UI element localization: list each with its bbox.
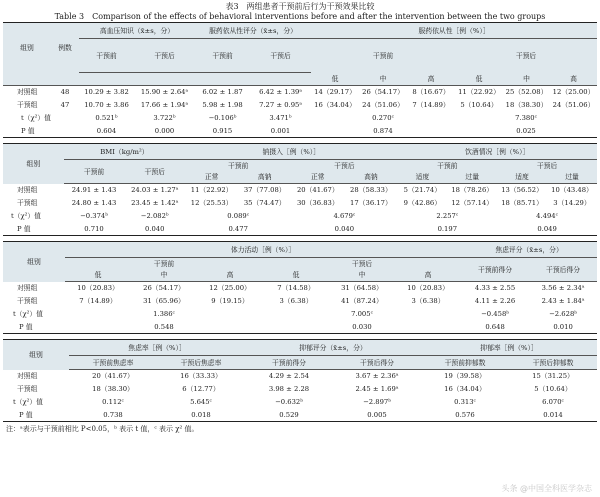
- col-header-high: 高: [197, 270, 263, 282]
- cell: 12（57.14）: [451, 199, 494, 207]
- cell: 0.010: [529, 321, 597, 334]
- stat-row: [3, 210, 597, 223]
- col-header-group: 组别: [3, 340, 69, 370]
- p-row: [3, 125, 597, 138]
- stat-row: [3, 308, 597, 321]
- col-header-anx-pre: 干预前得分: [461, 258, 529, 282]
- p-row: [3, 321, 597, 334]
- cell: 48: [60, 88, 70, 97]
- row-label: 对照组: [17, 186, 38, 194]
- table-title-cn: 表3 两组患者干预前后行为干预效果比较: [225, 2, 375, 11]
- table-row: [3, 282, 597, 295]
- table-block-3: [3, 241, 597, 334]
- row-label: t（χ²）值: [13, 310, 43, 318]
- row-label: t（χ²）值: [21, 114, 51, 122]
- cell: 3.471ᵇ: [269, 114, 292, 122]
- cell: 19（39.58）: [444, 372, 486, 381]
- col-header-high-sodium: 高钠: [238, 172, 291, 184]
- col-header-high: 高: [395, 270, 461, 282]
- cell: 4.33 ± 2.55: [474, 284, 516, 293]
- cell: 20（41.67）: [92, 372, 134, 381]
- col-header-mid: 中: [359, 73, 407, 86]
- cell: 2.45 ± 1.69ᵃ: [355, 385, 399, 393]
- cell: 18（78.26）: [451, 186, 494, 195]
- cell: 47: [60, 101, 70, 109]
- col-header-anxiety-rate: 焦虑率［例（%）］: [69, 340, 245, 356]
- cell: 11（22.92）: [190, 186, 233, 195]
- cell: 0.874: [311, 125, 455, 138]
- cell: 0.001: [250, 125, 311, 138]
- cell: 0.018: [157, 409, 245, 422]
- cell: 5（21.74）: [403, 186, 442, 195]
- table-row: [3, 184, 597, 197]
- cell: 0.548: [65, 321, 263, 334]
- cell: 3（6.38）: [279, 297, 313, 305]
- stat-row: [3, 112, 597, 125]
- col-header-low: 低: [311, 73, 359, 86]
- table-block-1: [3, 22, 597, 138]
- cell: 8（16.67）: [412, 88, 450, 97]
- cell: 2.257ᶜ: [436, 212, 459, 220]
- col-header-pre: 干预前: [185, 160, 291, 172]
- cell: 24.80 ± 1.43: [71, 199, 117, 207]
- cell: 0.313ᶜ: [454, 398, 476, 406]
- stat-row: [3, 396, 597, 409]
- col-header-moderate: 适度: [397, 172, 447, 184]
- cell: 14（29.17）: [314, 88, 356, 97]
- cell: 26（54.17）: [143, 284, 185, 293]
- cell: 9（19.15）: [211, 297, 249, 305]
- col-header-pre: 干预前: [311, 39, 455, 73]
- cell: 0.000: [134, 125, 195, 138]
- col-header-med-score: 服药依从性评分（x̄±s，分）: [195, 23, 311, 39]
- cell: 10（43.48）: [551, 186, 593, 195]
- row-label: 干预组: [17, 199, 38, 207]
- col-header-pre-score: 干预前得分: [245, 356, 333, 370]
- col-header-post: 干预后: [497, 160, 597, 172]
- table-row: [3, 197, 597, 210]
- cell: 37（77.08）: [243, 186, 286, 195]
- col-header-depression-score: 抑郁评分（x̄±s，分）: [245, 340, 421, 356]
- table-row: [3, 86, 597, 99]
- col-header-normal: 正常: [291, 172, 344, 184]
- cell: 31（65.96）: [143, 297, 185, 305]
- cell: 41（87.24）: [341, 297, 383, 305]
- cell: −0.458ᵇ: [481, 310, 509, 318]
- cell: 0.112ᶜ: [102, 398, 124, 406]
- cell: 16（34.04）: [314, 101, 356, 109]
- cell: 31（64.58）: [341, 284, 383, 293]
- row-label: t（χ²）值: [13, 398, 43, 406]
- col-header-activity: 体力活动［例（%）］: [65, 242, 461, 258]
- col-header-group: 组别: [3, 242, 65, 282]
- cell: 0.197: [397, 223, 497, 236]
- p-row: [3, 409, 597, 422]
- table-footnote: 注：ᵃ表示与干预前相比 P<0.05，ᵇ 表示 t 值，ᶜ 表示 χ² 值。: [6, 425, 199, 433]
- cell: 10（20.83）: [77, 284, 119, 293]
- cell: 12（25.00）: [552, 88, 595, 97]
- col-header-anx-post: 干预后得分: [529, 258, 597, 282]
- col-header-low: 低: [263, 270, 329, 282]
- table-title-en: Table 3 Comparison of the effects of behavioral interventions before and after the intervention between the two groups: [54, 12, 546, 21]
- cell: 6.42 ± 1.39ᵃ: [259, 88, 302, 97]
- cell: 24（51.06）: [362, 101, 404, 109]
- col-header-mid: 中: [503, 73, 550, 86]
- col-header-sodium: 钠摄入［例（%）］: [185, 144, 397, 160]
- cell: 0.477: [185, 223, 291, 236]
- col-header-pre-anxiety-rate: 干预前焦虑率: [69, 356, 157, 370]
- col-header-bmi: BMI（kg/m²）: [64, 144, 185, 160]
- col-header-post: 干预后: [263, 258, 461, 270]
- col-header-normal: 正常: [185, 172, 238, 184]
- cell: 0.089ᶜ: [227, 212, 250, 220]
- col-header-excess: 过量: [547, 172, 597, 184]
- cell: 7（14.58）: [277, 284, 315, 293]
- col-header-group: 组别: [3, 144, 64, 184]
- cell: 3（6.38）: [411, 297, 445, 305]
- cell: 24.03 ± 1.27ᵃ: [131, 186, 179, 195]
- col-header-post: 干预后: [134, 39, 195, 73]
- cell: 12（25.00）: [209, 284, 251, 293]
- row-label: 干预组: [17, 385, 38, 393]
- col-header-med-adherence: 服药依从性［例（%）］: [311, 23, 597, 39]
- row-label: P 值: [3, 321, 65, 334]
- cell: 11（22.92）: [458, 88, 500, 97]
- table-row: [3, 295, 597, 308]
- cell: 5（10.64）: [460, 101, 498, 109]
- col-header-low: 低: [65, 270, 131, 282]
- cell: 3.56 ± 2.34ᵃ: [541, 284, 585, 293]
- cell: 0.915: [195, 125, 250, 138]
- cell: 4.29 ± 2.54: [268, 372, 310, 381]
- col-header-pre: 干预前: [397, 160, 497, 172]
- cell: −0.632ᵇ: [275, 398, 303, 406]
- cell: 0.529: [245, 409, 333, 422]
- col-header-high: 高: [407, 73, 455, 86]
- cell: 24（51.06）: [552, 101, 595, 109]
- col-header-pre-depression-count: 干预前抑郁数: [421, 356, 509, 370]
- cell: 0.576: [421, 409, 509, 422]
- cell: 17.66 ± 1.94ᵃ: [140, 101, 189, 109]
- table-block-4: [3, 339, 597, 422]
- cell: 6.02 ± 1.87: [202, 88, 243, 97]
- table-row: [3, 370, 597, 383]
- cell: 13（56.52）: [501, 186, 543, 195]
- cell: 9（42.86）: [403, 199, 442, 207]
- cell: 35（74.47）: [243, 199, 286, 207]
- cell: 0.648: [461, 321, 529, 334]
- cell: 7.005ᶜ: [351, 310, 373, 318]
- row-label: 干预组: [17, 297, 38, 305]
- cell: 2.43 ± 1.84ᵃ: [541, 297, 585, 305]
- cell: 5.645ᶜ: [190, 398, 212, 406]
- col-header-mid: 中: [131, 270, 197, 282]
- cell: 30（36.83）: [296, 199, 339, 207]
- cell: 16（34.04）: [444, 385, 486, 393]
- row-label: P 值: [3, 125, 79, 138]
- col-header-anxiety-score: 焦虑评分（x̄±s，分）: [461, 242, 597, 258]
- cell: 10.29 ± 3.82: [84, 88, 129, 97]
- cell: 0.270ᶜ: [372, 114, 394, 122]
- col-header-high: 高: [550, 73, 597, 86]
- cell: 10.70 ± 3.86: [84, 101, 129, 109]
- row-label: P 值: [3, 409, 69, 422]
- row-label: P 值: [3, 223, 64, 236]
- cell: −0.374ᵇ: [80, 212, 108, 220]
- cell: 0.049: [497, 223, 597, 236]
- cell: 7（14.89）: [79, 297, 117, 305]
- col-header-n: 例数: [51, 23, 79, 73]
- table-block-2: [3, 143, 597, 236]
- cell: 6（12.77）: [182, 385, 220, 393]
- cell: 3.98 ± 2.28: [268, 385, 310, 393]
- col-header-excess: 过量: [447, 172, 497, 184]
- cell: 25（52.08）: [505, 88, 548, 97]
- col-header-post-anxiety-rate: 干预后焦虑率: [157, 356, 245, 370]
- cell: 18（85.71）: [501, 199, 543, 207]
- col-header-post-depression-count: 干预后抑郁数: [509, 356, 597, 370]
- cell: 16（33.33）: [180, 372, 222, 381]
- col-header-hbp-knowledge: 高血压知识（x̄±s，分）: [79, 23, 195, 39]
- cell: 12（25.53）: [190, 199, 233, 207]
- cell: 4.679ᶜ: [333, 212, 356, 220]
- row-label: t（χ²）值: [11, 212, 41, 220]
- table-row: [3, 99, 597, 112]
- cell: 5.98 ± 1.98: [202, 101, 243, 109]
- cell: 0.738: [69, 409, 157, 422]
- cell: 18（38.30）: [505, 101, 548, 109]
- cell: 26（54.17）: [362, 88, 404, 97]
- p-row: [3, 223, 597, 236]
- cell: 23.45 ± 1.42ᵃ: [131, 199, 179, 207]
- cell: 0.030: [263, 321, 461, 334]
- col-header-post: 干预后: [250, 39, 311, 73]
- cell: 6.070ᶜ: [542, 398, 564, 406]
- col-header-pre: 干预前: [79, 39, 134, 73]
- cell: 0.014: [509, 409, 597, 422]
- cell: 7.380ᶜ: [515, 114, 537, 122]
- cell: 1.386ᶜ: [153, 310, 175, 318]
- cell: 15（31.25）: [532, 372, 574, 381]
- cell: 4.11 ± 2.26: [474, 297, 516, 305]
- cell: 20（41.67）: [296, 186, 339, 195]
- cell: 7（14.89）: [412, 101, 450, 109]
- col-header-high-sodium: 高钠: [344, 172, 397, 184]
- cell: 0.040: [291, 223, 397, 236]
- col-header-post: 干预后: [455, 39, 597, 73]
- col-header-post-score: 干预后得分: [333, 356, 421, 370]
- row-label: 对照组: [17, 88, 38, 97]
- cell: 0.710: [64, 223, 125, 236]
- cell: −2.897ᵇ: [363, 398, 391, 406]
- cell: 15.90 ± 2.64ᵃ: [140, 88, 189, 97]
- cell: 0.005: [333, 409, 421, 422]
- cell: 3.67 ± 2.36ᵃ: [355, 372, 399, 381]
- cell: 0.040: [124, 223, 185, 236]
- row-label: 干预组: [17, 101, 38, 109]
- cell: 5（10.64）: [534, 385, 572, 393]
- col-header-post: 干预后: [291, 160, 397, 172]
- col-header-pre: 干预前: [64, 160, 125, 184]
- cell: −2.628ᵇ: [549, 310, 577, 318]
- row-label: 对照组: [17, 284, 38, 292]
- cell: −0.106ᵇ: [208, 114, 237, 122]
- col-header-pre: 干预前: [65, 258, 263, 270]
- cell: 10（20.83）: [407, 284, 449, 293]
- col-header-low: 低: [455, 73, 503, 86]
- cell: 3（14.29）: [553, 199, 591, 207]
- col-header-moderate: 适度: [497, 172, 547, 184]
- cell: 7.27 ± 0.95ᵃ: [259, 101, 302, 109]
- cell: 17（36.17）: [350, 199, 392, 207]
- cell: 4.494ᶜ: [536, 212, 558, 220]
- cell: −2.082ᵇ: [140, 212, 169, 220]
- cell: 24.91 ± 1.43: [71, 186, 117, 195]
- watermark: 头条 @中国全科医学杂志: [501, 484, 592, 493]
- cell: 0.604: [79, 125, 134, 138]
- cell: 0.521ᵇ: [95, 114, 118, 122]
- col-header-pre: 干预前: [195, 39, 250, 73]
- col-header-mid: 中: [329, 270, 395, 282]
- cell: 18（38.30）: [92, 385, 134, 393]
- cell: 28（58.33）: [350, 186, 392, 195]
- col-header-group: 组别: [3, 23, 51, 73]
- row-label: 对照组: [17, 372, 38, 380]
- col-header-depression-rate: 抑郁率［例（%）］: [421, 340, 597, 356]
- cell: 0.025: [455, 125, 597, 138]
- col-header-post: 干预后: [124, 160, 185, 184]
- cell: 3.722ᵇ: [153, 114, 176, 122]
- col-header-drinking: 饮酒情况［例（%）］: [397, 144, 597, 160]
- table-row: [3, 383, 597, 396]
